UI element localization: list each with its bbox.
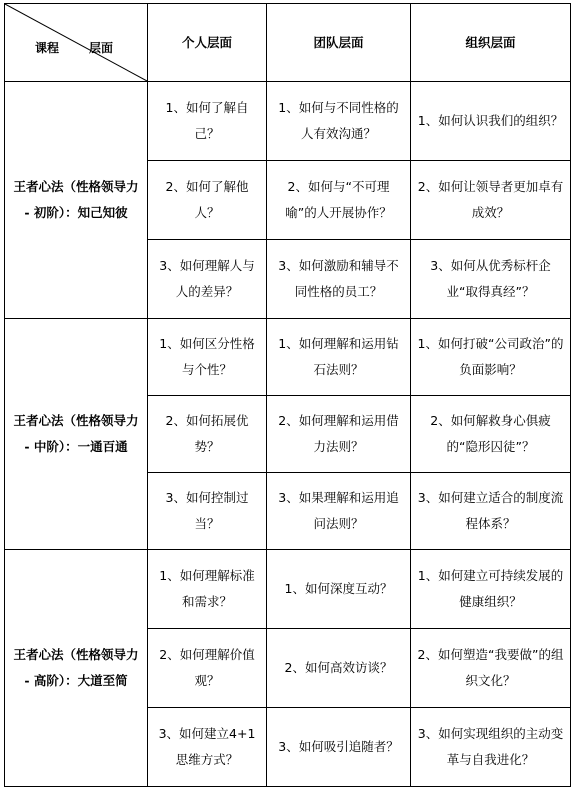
table-row — [5, 82, 571, 161]
header-row — [5, 4, 571, 82]
question-cell: 1、如何深度互动？ — [267, 550, 411, 629]
question-cell: 3、如何吸引追随者？ — [267, 708, 411, 787]
question-cell: 1、如何打破“公司政治”的负面影响？ — [411, 319, 571, 396]
question-cell: 2、如何拓展优势？ — [148, 396, 267, 473]
question-cell: 2、如何高效访谈？ — [267, 629, 411, 708]
col-header-org: 组织层面 — [411, 4, 571, 82]
question-cell: 1、如何区分性格与个性？ — [148, 319, 267, 396]
question-cell: 1、如何建立可持续发展的健康组织？ — [411, 550, 571, 629]
course-name-advanced: 王者心法（性格领导力 - 高阶）：大道至简 — [5, 550, 148, 787]
question-cell: 3、如何从优秀标杆企业“取得真经”？ — [411, 240, 571, 319]
question-cell: 2、如何让领导者更加卓有成效？ — [411, 161, 571, 240]
question-cell: 1、如何了解自己？ — [148, 82, 267, 161]
question-cell: 3、如何实现组织的主动变革与自我进化？ — [411, 708, 571, 787]
question-cell: 1、如何理解和运用钻石法则？ — [267, 319, 411, 396]
question-cell: 1、如何理解标准和需求？ — [148, 550, 267, 629]
question-cell: 2、如何了解他人？ — [148, 161, 267, 240]
col-header-team: 团队层面 — [267, 4, 411, 82]
question-cell: 2、如何塑造“我要做”的组织文化？ — [411, 629, 571, 708]
question-cell: 2、如何理解价值观？ — [148, 629, 267, 708]
question-cell: 3、如何建立4+1思维方式？ — [148, 708, 267, 787]
diagonal-divider — [5, 4, 147, 81]
corner-course-label: 课程 — [35, 41, 60, 55]
col-header-personal: 个人层面 — [148, 4, 267, 82]
question-cell: 3、如何激励和辅导不同性格的员工？ — [267, 240, 411, 319]
corner-level-label: 层面 — [89, 41, 114, 55]
course-name-beginner: 王者心法（性格领导力 - 初阶）：知己知彼 — [5, 82, 148, 319]
question-cell: 1、如何与不同性格的人有效沟通？ — [267, 82, 411, 161]
course-name-intermediate: 王者心法（性格领导力 - 中阶）：一通百通 — [5, 319, 148, 550]
question-cell: 2、如何解救身心俱疲的“隐形囚徒”？ — [411, 396, 571, 473]
question-cell: 3、如果理解和运用追问法则？ — [267, 473, 411, 550]
course-table — [4, 3, 571, 787]
corner-header-cell — [5, 4, 148, 82]
table-row — [5, 319, 571, 396]
question-cell: 2、如何理解和运用借力法则？ — [267, 396, 411, 473]
table-row — [5, 550, 571, 629]
question-cell: 3、如何控制过当？ — [148, 473, 267, 550]
question-cell: 3、如何建立适合的制度流程体系？ — [411, 473, 571, 550]
question-cell: 2、如何与“不可理喻”的人开展协作？ — [267, 161, 411, 240]
question-cell: 1、如何认识我们的组织？ — [411, 82, 571, 161]
question-cell: 3、如何理解人与人的差异？ — [148, 240, 267, 319]
